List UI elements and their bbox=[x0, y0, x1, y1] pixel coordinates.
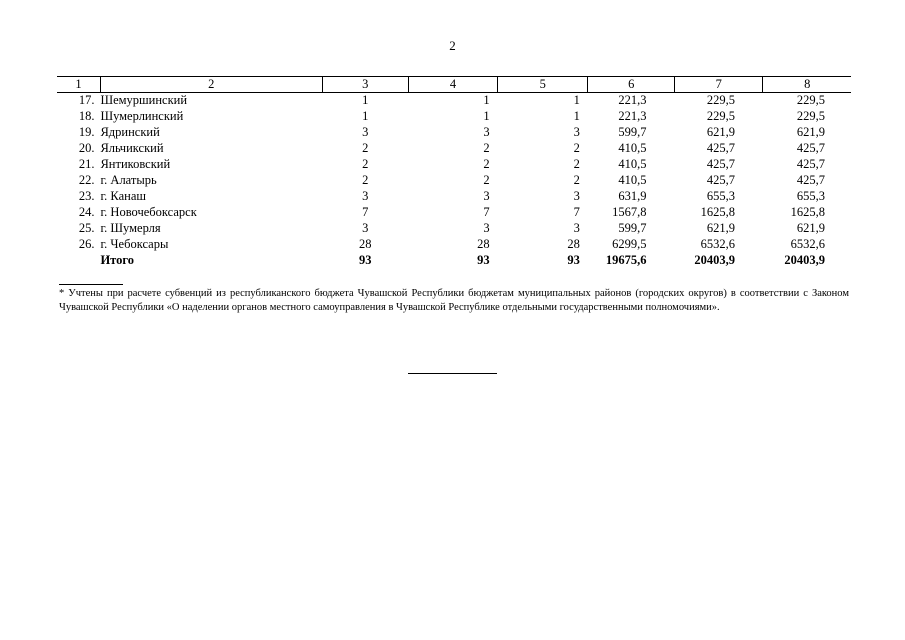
total-cell-col-8: 20403,9 bbox=[784, 253, 825, 267]
cell-col-8: 425,7 bbox=[796, 173, 825, 187]
row-number-cell: 20. bbox=[78, 141, 95, 155]
cell-col-5: 2 bbox=[573, 173, 580, 187]
cell-col-8: 229,5 bbox=[796, 93, 825, 107]
cell-col-6: 410,5 bbox=[618, 173, 647, 187]
cell-col-8: 6532,6 bbox=[790, 237, 825, 251]
column-header-3: 3 bbox=[322, 77, 408, 93]
cell-col-4: 2 bbox=[483, 141, 490, 155]
row-name-cell: г. Чебоксары bbox=[100, 237, 169, 251]
table-row bbox=[57, 93, 851, 110]
end-divider bbox=[408, 373, 497, 374]
cell-col-7: 621,9 bbox=[706, 125, 735, 139]
column-header-5: 5 bbox=[498, 77, 588, 93]
cell-col-3: 3 bbox=[362, 125, 369, 139]
table-row bbox=[57, 141, 851, 157]
cell-col-8: 621,9 bbox=[796, 125, 825, 139]
cell-col-6: 410,5 bbox=[618, 157, 647, 171]
cell-col-5: 2 bbox=[573, 141, 580, 155]
row-number-cell: 22. bbox=[78, 173, 95, 187]
cell-col-5: 3 bbox=[573, 221, 580, 235]
cell-col-7: 425,7 bbox=[706, 141, 735, 155]
cell-col-7: 6532,6 bbox=[700, 237, 735, 251]
column-header-4: 4 bbox=[408, 77, 497, 93]
row-name-cell: г. Шумерля bbox=[100, 221, 161, 235]
cell-col-3: 2 bbox=[362, 141, 369, 155]
cell-col-6: 599,7 bbox=[618, 221, 647, 235]
total-cell-col-6: 19675,6 bbox=[605, 253, 647, 267]
cell-col-8: 425,7 bbox=[796, 141, 825, 155]
cell-col-8: 1625,8 bbox=[790, 205, 825, 219]
table-row bbox=[57, 173, 851, 189]
cell-col-3: 3 bbox=[362, 221, 369, 235]
total-row-number-cell bbox=[57, 253, 100, 269]
total-row bbox=[57, 253, 851, 269]
cell-col-4: 3 bbox=[483, 189, 490, 203]
cell-col-3: 2 bbox=[362, 157, 369, 171]
row-number-cell: 26. bbox=[78, 237, 95, 251]
row-number-cell: 19. bbox=[78, 125, 95, 139]
cell-col-6: 221,3 bbox=[618, 93, 647, 107]
cell-col-7: 655,3 bbox=[706, 189, 735, 203]
row-number-cell: 23. bbox=[78, 189, 95, 203]
row-name-cell: Шемуршинский bbox=[100, 93, 188, 107]
cell-col-6: 599,7 bbox=[618, 125, 647, 139]
total-cell-col-7: 20403,9 bbox=[694, 253, 735, 267]
table-row bbox=[57, 237, 851, 253]
row-name-cell: г. Новочебоксарск bbox=[100, 205, 197, 219]
column-header-2: 2 bbox=[100, 77, 322, 93]
table-row bbox=[57, 157, 851, 173]
cell-col-7: 229,5 bbox=[706, 93, 735, 107]
total-row-name-cell: Итого bbox=[100, 253, 135, 267]
table-row bbox=[57, 221, 851, 237]
cell-col-3: 2 bbox=[362, 173, 369, 187]
cell-col-7: 425,7 bbox=[706, 173, 735, 187]
cell-col-6: 221,3 bbox=[618, 109, 647, 123]
row-name-cell: Шумерлинский bbox=[100, 109, 184, 123]
cell-col-5: 2 bbox=[573, 157, 580, 171]
total-cell-col-5: 93 bbox=[567, 253, 580, 267]
cell-col-5: 3 bbox=[573, 125, 580, 139]
data-table bbox=[57, 76, 851, 269]
cell-col-7: 425,7 bbox=[706, 157, 735, 171]
cell-col-8: 655,3 bbox=[796, 189, 825, 203]
row-name-cell: Янтиковский bbox=[100, 157, 171, 171]
row-name-cell: г. Канаш bbox=[100, 189, 147, 203]
cell-col-5: 1 bbox=[573, 109, 580, 123]
cell-col-4: 2 bbox=[483, 157, 490, 171]
cell-col-4: 1 bbox=[483, 109, 490, 123]
cell-col-4: 3 bbox=[483, 125, 490, 139]
cell-col-8: 425,7 bbox=[796, 157, 825, 171]
cell-col-7: 1625,8 bbox=[700, 205, 735, 219]
cell-col-3: 1 bbox=[362, 93, 369, 107]
cell-col-3: 1 bbox=[362, 109, 369, 123]
cell-col-6: 1567,8 bbox=[612, 205, 647, 219]
row-number-cell: 21. bbox=[78, 157, 95, 171]
table-body bbox=[57, 93, 851, 270]
column-header-8: 8 bbox=[763, 77, 851, 93]
table-row bbox=[57, 125, 851, 141]
table-row bbox=[57, 205, 851, 221]
footnote-divider bbox=[59, 284, 123, 285]
table-header-row bbox=[57, 77, 851, 93]
cell-col-3: 7 bbox=[362, 205, 369, 219]
cell-col-4: 2 bbox=[483, 173, 490, 187]
cell-col-7: 229,5 bbox=[706, 109, 735, 123]
row-name-cell: Ядринский bbox=[100, 125, 160, 139]
cell-col-4: 3 bbox=[483, 221, 490, 235]
page-number: 2 bbox=[449, 38, 456, 53]
row-number-cell: 25. bbox=[78, 221, 95, 235]
total-cell-col-3: 93 bbox=[358, 253, 372, 267]
cell-col-4: 1 bbox=[483, 93, 490, 107]
cell-col-8: 229,5 bbox=[796, 109, 825, 123]
cell-col-6: 6299,5 bbox=[612, 237, 647, 251]
cell-col-6: 410,5 bbox=[618, 141, 647, 155]
cell-col-5: 28 bbox=[567, 237, 580, 251]
row-name-cell: Яльчикский bbox=[100, 141, 164, 155]
cell-col-5: 7 bbox=[573, 205, 580, 219]
row-number-cell: 24. bbox=[78, 205, 95, 219]
cell-col-7: 621,9 bbox=[706, 221, 735, 235]
cell-col-3: 3 bbox=[362, 189, 369, 203]
row-number-cell: 18. bbox=[78, 109, 95, 123]
cell-col-8: 621,9 bbox=[796, 221, 825, 235]
cell-col-4: 28 bbox=[477, 237, 490, 251]
table-row bbox=[57, 189, 851, 205]
total-cell-col-4: 93 bbox=[477, 253, 490, 267]
cell-col-5: 3 bbox=[573, 189, 580, 203]
cell-col-6: 631,9 bbox=[618, 189, 647, 203]
row-number-cell: 17. bbox=[78, 93, 95, 107]
column-header-6: 6 bbox=[588, 77, 675, 93]
cell-col-3: 28 bbox=[358, 237, 372, 251]
row-name-cell: г. Алатырь bbox=[100, 173, 157, 187]
column-header-1: 1 bbox=[57, 77, 100, 93]
table-row bbox=[57, 109, 851, 125]
cell-col-5: 1 bbox=[573, 93, 580, 107]
cell-col-4: 7 bbox=[483, 205, 490, 219]
footnote: * Учтены при расчете субвенций из республиканского бюджета Чувашской Республики бюджетам муниципальных районов (городских округов) в соответствии с Законом Чувашской Республики «О наделении органов местного самоуправления в Чувашской Республике отдельными государственными полномочиями». bbox=[59, 288, 849, 313]
column-header-7: 7 bbox=[674, 77, 763, 93]
